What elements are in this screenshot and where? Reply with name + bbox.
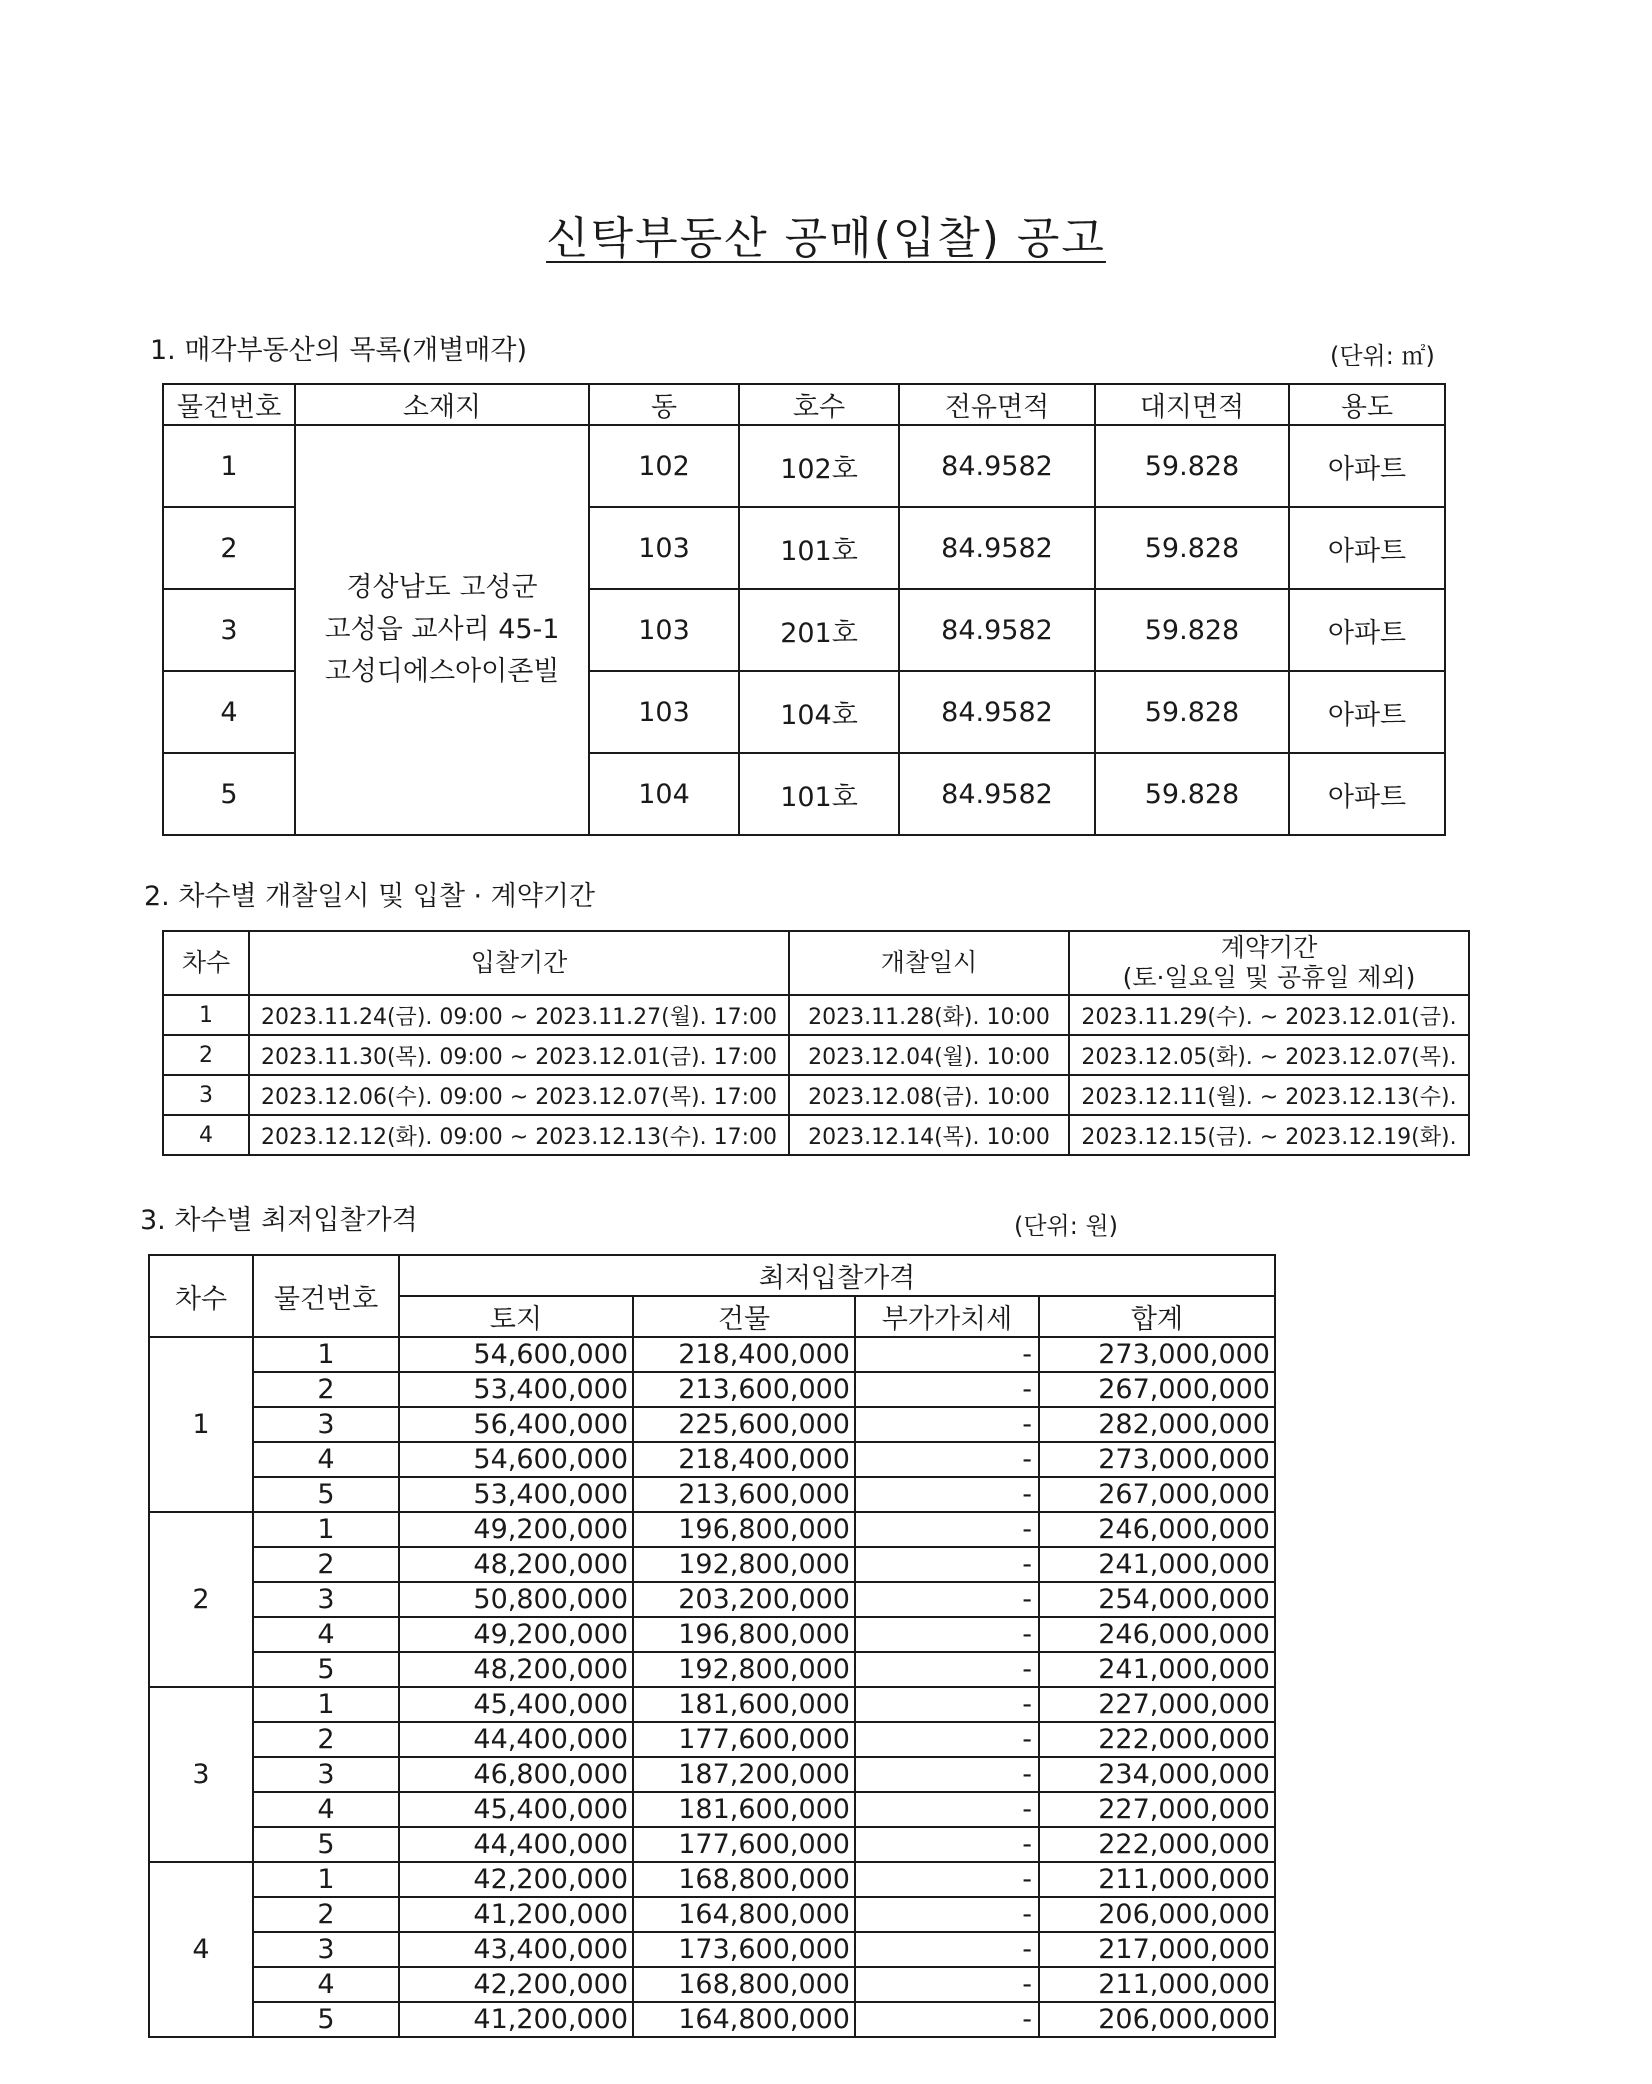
table-row xyxy=(149,1477,1275,1512)
vat: - xyxy=(855,1547,1039,1582)
total-price: 273,000,000 xyxy=(1039,1442,1275,1477)
header-minimum-price: 최저입찰가격 xyxy=(399,1255,1275,1296)
item-no: 4 xyxy=(163,671,295,753)
vat: - xyxy=(855,1337,1039,1372)
header-location: 소재지 xyxy=(295,384,589,425)
building-price: 218,400,000 xyxy=(633,1442,855,1477)
land-price: 49,200,000 xyxy=(399,1512,633,1547)
item-no: 1 xyxy=(163,425,295,507)
header-exclusive-area: 전유면적 xyxy=(899,384,1095,425)
item-no: 2 xyxy=(253,1722,399,1757)
round: 4 xyxy=(163,1115,249,1155)
total-price: 246,000,000 xyxy=(1039,1617,1275,1652)
vat: - xyxy=(855,1792,1039,1827)
land-price: 53,400,000 xyxy=(399,1477,633,1512)
table-row xyxy=(149,1512,1275,1547)
exclusive-area: 84.9582 xyxy=(899,671,1095,753)
land-price: 41,200,000 xyxy=(399,1897,633,1932)
table-row xyxy=(149,1862,1275,1897)
header-item-no: 물건번호 xyxy=(253,1255,399,1337)
round: 3 xyxy=(163,1075,249,1115)
land-price: 53,400,000 xyxy=(399,1372,633,1407)
item-no: 5 xyxy=(253,1827,399,1862)
item-no: 4 xyxy=(253,1792,399,1827)
exclusive-area: 84.9582 xyxy=(899,507,1095,589)
building-price: 213,600,000 xyxy=(633,1372,855,1407)
ho: 101호 xyxy=(739,507,899,589)
total-price: 222,000,000 xyxy=(1039,1827,1275,1862)
dong: 104 xyxy=(589,753,739,835)
land-price: 48,200,000 xyxy=(399,1547,633,1582)
table-row xyxy=(163,425,1445,507)
vat: - xyxy=(855,1477,1039,1512)
total-price: 206,000,000 xyxy=(1039,2002,1275,2037)
header-vat: 부가가치세 xyxy=(855,1296,1039,1337)
vat: - xyxy=(855,2002,1039,2037)
vat: - xyxy=(855,1967,1039,2002)
item-no: 5 xyxy=(253,1477,399,1512)
total-price: 241,000,000 xyxy=(1039,1652,1275,1687)
item-no: 1 xyxy=(253,1687,399,1722)
item-no: 4 xyxy=(253,1442,399,1477)
vat: - xyxy=(855,1512,1039,1547)
total-price: 206,000,000 xyxy=(1039,1897,1275,1932)
item-no: 4 xyxy=(253,1967,399,2002)
header-round: 차수 xyxy=(163,931,249,995)
land-area: 59.828 xyxy=(1095,753,1289,835)
table-row xyxy=(149,1897,1275,1932)
building-price: 196,800,000 xyxy=(633,1512,855,1547)
use: 아파트 xyxy=(1289,671,1445,753)
dong: 103 xyxy=(589,507,739,589)
item-no: 2 xyxy=(163,507,295,589)
land-price: 54,600,000 xyxy=(399,1337,633,1372)
building-price: 187,200,000 xyxy=(633,1757,855,1792)
bid-period: 2023.12.06(수). 09:00 ~ 2023.12.07(목). 17:00 xyxy=(249,1075,789,1115)
header-bid-period: 입찰기간 xyxy=(249,931,789,995)
bid-period: 2023.12.12(화). 09:00 ~ 2023.12.13(수). 17:00 xyxy=(249,1115,789,1155)
header-opening: 개찰일시 xyxy=(789,931,1069,995)
header-ho: 호수 xyxy=(739,384,899,425)
table-row xyxy=(149,1932,1275,1967)
building-price: 196,800,000 xyxy=(633,1617,855,1652)
use: 아파트 xyxy=(1289,753,1445,835)
total-price: 227,000,000 xyxy=(1039,1687,1275,1722)
land-price: 44,400,000 xyxy=(399,1722,633,1757)
table-row xyxy=(149,1757,1275,1792)
vat: - xyxy=(855,1932,1039,1967)
vat: - xyxy=(855,1442,1039,1477)
location-cell xyxy=(295,425,589,835)
table-row xyxy=(149,1792,1275,1827)
item-no: 3 xyxy=(253,1932,399,1967)
contract-period: 2023.12.15(금). ~ 2023.12.19(화). xyxy=(1069,1115,1469,1155)
land-price: 48,200,000 xyxy=(399,1652,633,1687)
dong: 102 xyxy=(589,425,739,507)
round: 2 xyxy=(149,1512,253,1687)
round: 4 xyxy=(149,1862,253,2037)
ho: 201호 xyxy=(739,589,899,671)
land-price: 50,800,000 xyxy=(399,1582,633,1617)
table-row xyxy=(163,1035,1469,1075)
item-no: 1 xyxy=(253,1862,399,1897)
vat: - xyxy=(855,1722,1039,1757)
table-row xyxy=(149,1582,1275,1617)
header-land-area: 대지면적 xyxy=(1095,384,1289,425)
land-price: 44,400,000 xyxy=(399,1827,633,1862)
building-price: 177,600,000 xyxy=(633,1722,855,1757)
dong: 103 xyxy=(589,589,739,671)
land-price: 49,200,000 xyxy=(399,1617,633,1652)
dong: 103 xyxy=(589,671,739,753)
item-no: 3 xyxy=(253,1407,399,1442)
item-no: 1 xyxy=(253,1337,399,1372)
total-price: 267,000,000 xyxy=(1039,1372,1275,1407)
opening-datetime: 2023.12.08(금). 10:00 xyxy=(789,1075,1069,1115)
item-no: 2 xyxy=(253,1372,399,1407)
building-price: 213,600,000 xyxy=(633,1477,855,1512)
minimum-price-body xyxy=(149,1337,1275,2037)
opening-datetime: 2023.12.14(목). 10:00 xyxy=(789,1115,1069,1155)
vat: - xyxy=(855,1687,1039,1722)
table-row xyxy=(149,1372,1275,1407)
vat: - xyxy=(855,1372,1039,1407)
land-price: 45,400,000 xyxy=(399,1792,633,1827)
table-row xyxy=(149,1547,1275,1582)
building-price: 181,600,000 xyxy=(633,1687,855,1722)
total-price: 254,000,000 xyxy=(1039,1582,1275,1617)
header-contract-line1: 계약기간 xyxy=(1220,933,1318,962)
vat: - xyxy=(855,1757,1039,1792)
round: 1 xyxy=(149,1337,253,1512)
header-item-no: 물건번호 xyxy=(163,384,295,425)
item-no: 3 xyxy=(253,1582,399,1617)
total-price: 222,000,000 xyxy=(1039,1722,1275,1757)
contract-period: 2023.12.05(화). ~ 2023.12.07(목). xyxy=(1069,1035,1469,1075)
item-no: 4 xyxy=(253,1617,399,1652)
table-row xyxy=(163,1075,1469,1115)
total-price: 211,000,000 xyxy=(1039,1862,1275,1897)
header-contract-period xyxy=(1069,931,1469,995)
building-price: 192,800,000 xyxy=(633,1547,855,1582)
land-price: 42,200,000 xyxy=(399,1967,633,2002)
building-price: 218,400,000 xyxy=(633,1337,855,1372)
use: 아파트 xyxy=(1289,589,1445,671)
land-price: 54,600,000 xyxy=(399,1442,633,1477)
exclusive-area: 84.9582 xyxy=(899,425,1095,507)
item-no: 3 xyxy=(253,1757,399,1792)
section1-heading: 1. 매각부동산의 목록(개별매각) xyxy=(150,335,527,366)
table-header-row xyxy=(163,931,1469,995)
header-contract-line2: (토·일요일 및 공휴일 제외) xyxy=(1122,963,1416,992)
section3-unit: (단위: 원) xyxy=(1014,1212,1118,1240)
table-row xyxy=(149,1652,1275,1687)
table-row xyxy=(163,1115,1469,1155)
schedule-table xyxy=(162,930,1470,1156)
total-price: 241,000,000 xyxy=(1039,1547,1275,1582)
building-price: 173,600,000 xyxy=(633,1932,855,1967)
item-no: 1 xyxy=(253,1512,399,1547)
ho: 102호 xyxy=(739,425,899,507)
total-price: 273,000,000 xyxy=(1039,1337,1275,1372)
contract-period: 2023.11.29(수). ~ 2023.12.01(금). xyxy=(1069,995,1469,1035)
ho: 101호 xyxy=(739,753,899,835)
total-price: 282,000,000 xyxy=(1039,1407,1275,1442)
total-price: 211,000,000 xyxy=(1039,1967,1275,2002)
land-area: 59.828 xyxy=(1095,589,1289,671)
land-area: 59.828 xyxy=(1095,425,1289,507)
vat: - xyxy=(855,1827,1039,1862)
location-line: 고성읍 교사리 45-1 xyxy=(324,614,560,645)
building-price: 203,200,000 xyxy=(633,1582,855,1617)
building-price: 168,800,000 xyxy=(633,1967,855,2002)
use: 아파트 xyxy=(1289,507,1445,589)
round: 3 xyxy=(149,1687,253,1862)
building-price: 192,800,000 xyxy=(633,1652,855,1687)
land-price: 41,200,000 xyxy=(399,2002,633,2037)
header-building: 건물 xyxy=(633,1296,855,1337)
vat: - xyxy=(855,1862,1039,1897)
header-use: 용도 xyxy=(1289,384,1445,425)
building-price: 181,600,000 xyxy=(633,1792,855,1827)
land-area: 59.828 xyxy=(1095,671,1289,753)
table-row xyxy=(149,1827,1275,1862)
table-row xyxy=(149,2002,1275,2037)
land-price: 45,400,000 xyxy=(399,1687,633,1722)
bid-period: 2023.11.30(목). 09:00 ~ 2023.12.01(금). 17:00 xyxy=(249,1035,789,1075)
section2-heading: 2. 차수별 개찰일시 및 입찰 · 계약기간 xyxy=(144,881,595,912)
item-no: 5 xyxy=(253,1652,399,1687)
header-round: 차수 xyxy=(149,1255,253,1337)
building-price: 164,800,000 xyxy=(633,2002,855,2037)
total-price: 217,000,000 xyxy=(1039,1932,1275,1967)
table-row xyxy=(149,1442,1275,1477)
land-price: 46,800,000 xyxy=(399,1757,633,1792)
ho: 104호 xyxy=(739,671,899,753)
table-row xyxy=(149,1407,1275,1442)
land-price: 43,400,000 xyxy=(399,1932,633,1967)
header-land: 토지 xyxy=(399,1296,633,1337)
item-no: 2 xyxy=(253,1897,399,1932)
section1-unit: (단위: ㎡) xyxy=(1330,342,1435,370)
table-header-row xyxy=(163,384,1445,425)
location-line: 고성디에스아이존빌 xyxy=(324,656,560,687)
table-row xyxy=(163,995,1469,1035)
opening-datetime: 2023.12.04(월). 10:00 xyxy=(789,1035,1069,1075)
minimum-price-table xyxy=(148,1254,1276,2038)
total-price: 227,000,000 xyxy=(1039,1792,1275,1827)
round: 2 xyxy=(163,1035,249,1075)
total-price: 267,000,000 xyxy=(1039,1477,1275,1512)
vat: - xyxy=(855,1407,1039,1442)
property-list-table xyxy=(162,383,1446,836)
land-price: 42,200,000 xyxy=(399,1862,633,1897)
building-price: 177,600,000 xyxy=(633,1827,855,1862)
building-price: 168,800,000 xyxy=(633,1862,855,1897)
table-row xyxy=(149,1722,1275,1757)
vat: - xyxy=(855,1897,1039,1932)
header-dong: 동 xyxy=(589,384,739,425)
table-row xyxy=(149,1687,1275,1722)
section3-heading: 3. 차수별 최저입찰가격 xyxy=(140,1205,418,1236)
round: 1 xyxy=(163,995,249,1035)
document-title: 신탁부동산 공매(입찰) 공고 xyxy=(546,213,1106,264)
location-line: 경상남도 고성군 xyxy=(346,572,538,603)
table-row xyxy=(149,1337,1275,1372)
building-price: 164,800,000 xyxy=(633,1897,855,1932)
land-price: 56,400,000 xyxy=(399,1407,633,1442)
exclusive-area: 84.9582 xyxy=(899,753,1095,835)
use: 아파트 xyxy=(1289,425,1445,507)
opening-datetime: 2023.11.28(화). 10:00 xyxy=(789,995,1069,1035)
bid-period: 2023.11.24(금). 09:00 ~ 2023.11.27(월). 17:00 xyxy=(249,995,789,1035)
header-total: 합계 xyxy=(1039,1296,1275,1337)
vat: - xyxy=(855,1652,1039,1687)
total-price: 246,000,000 xyxy=(1039,1512,1275,1547)
table-header-row xyxy=(149,1255,1275,1296)
item-no: 2 xyxy=(253,1547,399,1582)
vat: - xyxy=(855,1582,1039,1617)
land-area: 59.828 xyxy=(1095,507,1289,589)
vat: - xyxy=(855,1617,1039,1652)
exclusive-area: 84.9582 xyxy=(899,589,1095,671)
building-price: 225,600,000 xyxy=(633,1407,855,1442)
contract-period: 2023.12.11(월). ~ 2023.12.13(수). xyxy=(1069,1075,1469,1115)
table-row xyxy=(149,1617,1275,1652)
table-row xyxy=(149,1967,1275,2002)
item-no: 5 xyxy=(163,753,295,835)
item-no: 5 xyxy=(253,2002,399,2037)
item-no: 3 xyxy=(163,589,295,671)
total-price: 234,000,000 xyxy=(1039,1757,1275,1792)
